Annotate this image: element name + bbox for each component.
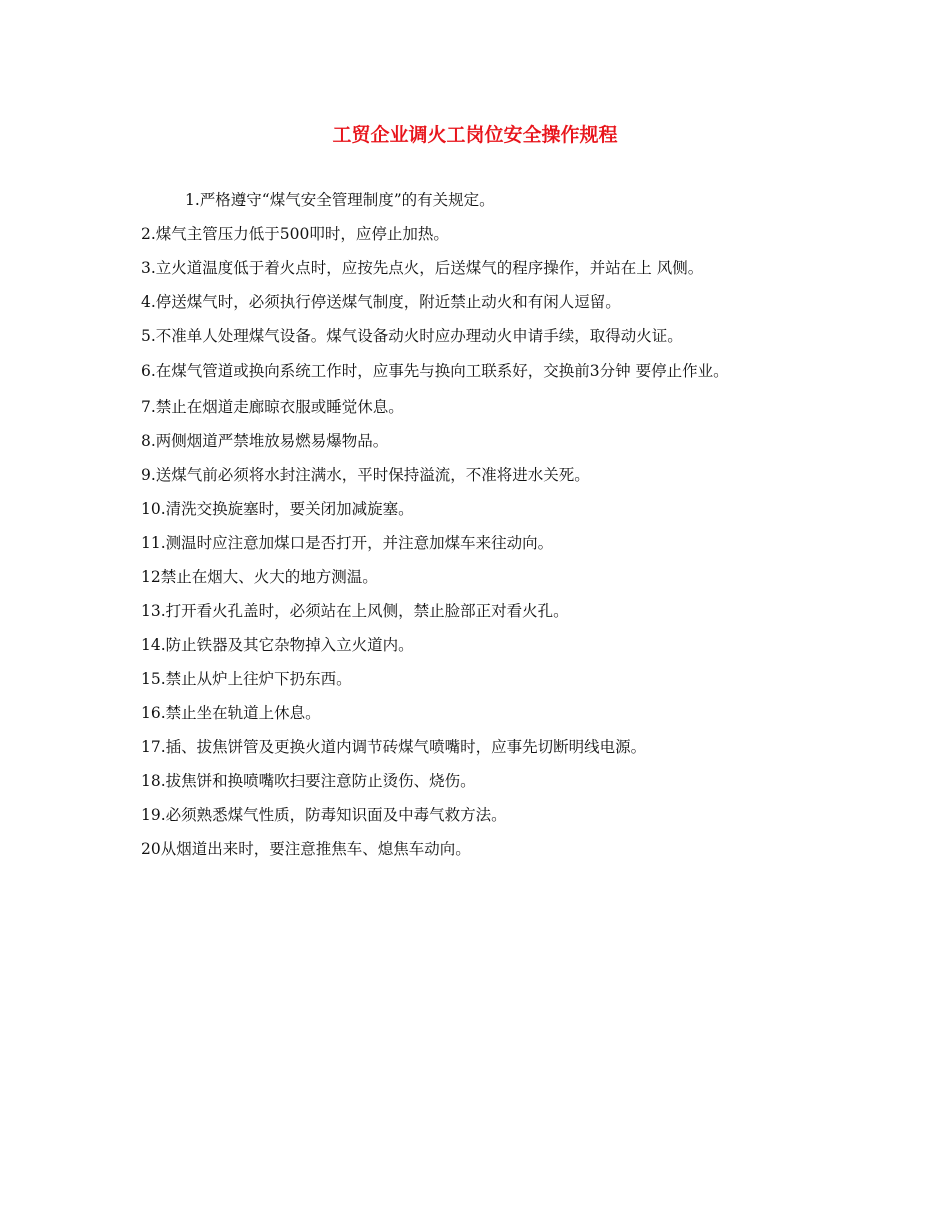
rule-item: 12禁止在烟大、火大的地方测温。 (141, 568, 378, 586)
rule-item: 14.防止铁器及其它杂物掉入立火道内。 (141, 636, 414, 654)
rule-item: 4.停送煤气时，必须执行停送煤气制度，附近禁止动火和有闲人逗留。 (141, 293, 621, 311)
rule-item: 6.在煤气管道或换向系统工作时，应事先与换向工联系好，交换前3分钟 要停止作业。 (141, 362, 729, 380)
rule-item: 7.禁止在烟道走廊晾衣服或睡觉休息。 (141, 398, 404, 416)
rule-item: 8.两侧烟道严禁堆放易燃易爆物品。 (141, 432, 389, 450)
rule-item: 3.立火道温度低于着火点时，应按先点火，后送煤气的程序操作，并站在上 风侧。 (141, 259, 704, 277)
rule-item: 16.禁止坐在轨道上休息。 (141, 704, 321, 722)
rules-list (141, 183, 821, 866)
rule-item: 15.禁止从炉上往炉下扔东西。 (141, 670, 352, 688)
rule-item: 11.测温时应注意加煤口是否打开，并注意加煤车来往动向。 (141, 534, 554, 552)
rule-item: 10.清洗交换旋塞时，要关闭加减旋塞。 (141, 500, 414, 518)
rule-item: 20从烟道出来时，要注意推焦车、熄焦车动向。 (141, 840, 471, 858)
rule-item: 1.严格遵守“煤气安全管理制度”的有关规定。 (185, 191, 495, 209)
rule-item: 5.不准单人处理煤气设备。煤气设备动火时应办理动火申请手续，取得动火证。 (141, 327, 683, 345)
rule-item: 18.拔焦饼和换喷嘴吹扫要注意防止烫伤、烧伤。 (141, 772, 476, 790)
rule-item: 19.必须熟悉煤气性质，防毒知识面及中毒气救方法。 (141, 806, 507, 824)
document-title: 工贸企业调火工岗位安全操作规程 (332, 124, 618, 146)
rule-item: 13.打开看火孔盖时，必须站在上风侧，禁止脸部正对看火孔。 (141, 602, 569, 620)
rule-item: 9.送煤气前必须将水封注满水，平时保持溢流，不准将进水关死。 (141, 466, 590, 484)
rule-item: 2.煤气主管压力低于500叩时，应停止加热。 (141, 225, 449, 243)
rule-item: 17.插、拔焦饼管及更换火道内调节砖煤气喷嘴时，应事先切断明线电源。 (141, 738, 647, 756)
